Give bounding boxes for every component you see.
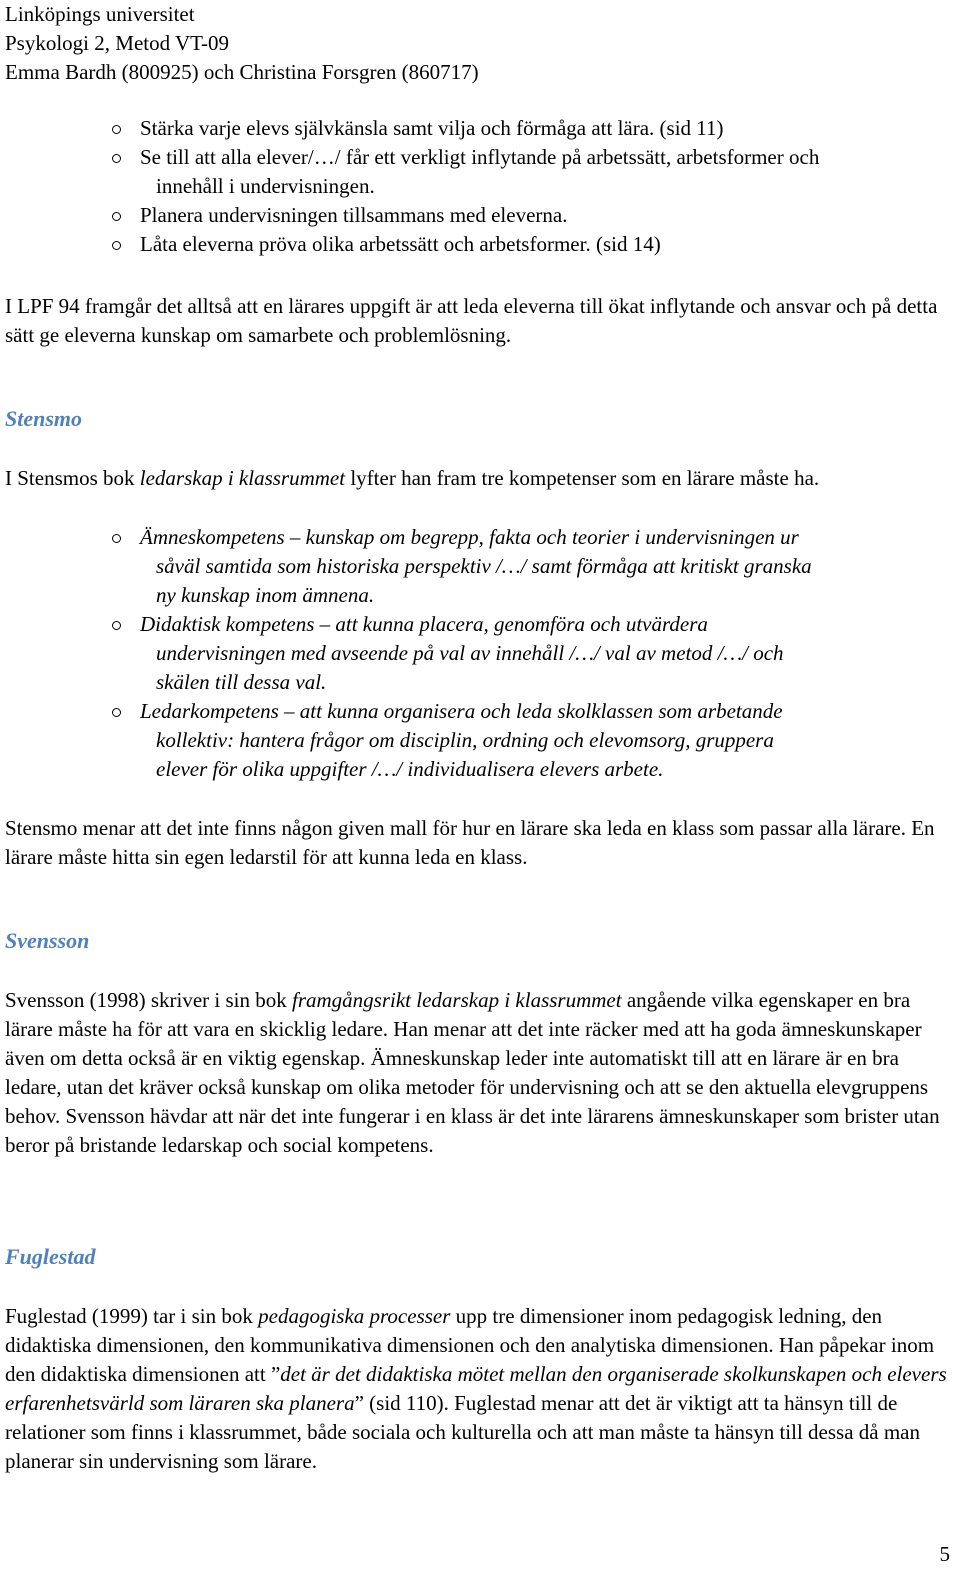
bullet-icon bbox=[112, 212, 121, 221]
bullet-icon bbox=[112, 708, 121, 717]
competence-list bbox=[110, 523, 955, 784]
list-item: Planera undervisningen tillsammans med eleverna. bbox=[110, 201, 955, 230]
bullet-icon bbox=[112, 154, 121, 163]
bullet-icon bbox=[112, 125, 121, 134]
bullet-icon bbox=[112, 534, 121, 543]
page-number: 5 bbox=[939, 1542, 950, 1566]
list-item: Didaktisk kompetens – att kunna placera, genomföra och utvärdera undervisningen med avseende på val av innehåll /…/ val av metod /…/ och skälen till dessa val. bbox=[110, 610, 955, 697]
header-course: Psykologi 2, Metod VT-09 bbox=[5, 31, 230, 55]
document-header bbox=[5, 0, 479, 87]
heading-stensmo: Stensmo bbox=[5, 406, 83, 431]
bullet-icon bbox=[112, 241, 121, 250]
list-item: Stärka varje elevs självkänsla samt vilja och förmåga att lära. (sid 11) bbox=[110, 114, 955, 143]
heading-svensson: Svensson bbox=[5, 928, 90, 953]
paragraph-lpf: I LPF 94 framgår det alltså att en lärares uppgift är att leda eleverna till ökat inflytande och ansvar och på detta sätt ge eleverna kunskap om samarbete och problemlösning. bbox=[5, 294, 938, 347]
header-authors: Emma Bardh (800925) och Christina Forsgren (860717) bbox=[5, 60, 479, 84]
header-university: Linköpings universitet bbox=[5, 2, 195, 26]
list-item: Ledarkompetens – att kunna organisera och leda skolklassen som arbetande kollektiv: hantera frågor om disciplin, ordning och elevomsorg, gruppera elever för olika uppgifter /…/ individualisera elevers arbete. bbox=[110, 697, 955, 784]
heading-fuglestad: Fuglestad bbox=[5, 1244, 96, 1269]
bullet-icon bbox=[112, 621, 121, 630]
paragraph-stensmo-intro: I Stensmos bok ledarskap i klassrummet lyfter han fram tre kompetenser som en lärare måste ha. bbox=[5, 466, 820, 490]
list-item: Låta eleverna pröva olika arbetssätt och arbetsformer. (sid 14) bbox=[110, 230, 955, 259]
paragraph-fuglestad: Fuglestad (1999) tar i sin bok pedagogiska processer upp tre dimensioner inom pedagogisk ledning, den didaktiska dimensionen, den kommunikativa dimensionen och den analytiska dimensionen. Han påpekar inom den didaktiska dimensionen att ”det är det didaktiska mötet mellan den organiserade skolkunskapen och elevers erfarenhetsvärld som läraren ska planera” (sid 110). Fuglestad menar att det är viktigt att ta hänsyn till de relationer som finns i klassrummet, både sociala och kulturella och att man måste ta hänsyn till dessa då man planerar sin undervisning som lärare. bbox=[5, 1304, 947, 1473]
list-item: Ämneskompetens – kunskap om begrepp, fakta och teorier i undervisningen ur såväl samtida som historiska perspektiv /…/ samt förmåga att kritiskt granska ny kunskap inom ämnena. bbox=[110, 523, 955, 610]
goals-list bbox=[110, 114, 955, 259]
list-item: Se till att alla elever/…/ får ett verkligt inflytande på arbetssätt, arbetsformer och innehåll i undervisningen. bbox=[110, 143, 955, 201]
paragraph-stensmo-closing: Stensmo menar att det inte finns någon given mall för hur en lärare ska leda en klass som passar alla lärare. En lärare måste hitta sin egen ledarstil för att kunna leda en klass. bbox=[5, 816, 935, 869]
paragraph-svensson: Svensson (1998) skriver i sin bok framgångsrikt ledarskap i klassrummet angående vilka egenskaper en bra lärare måste ha för att vara en skicklig ledare. Han menar att det inte räcker med att ha goda ämneskunskaper även om detta också är en viktig egenskap. Ämneskunskap leder inte automatiskt till att en lärare är en bra ledare, utan det kräver också kunskap om olika metoder för undervisning och att se den aktuella elevgruppens behov. Svensson hävdar att när det inte fungerar i en klass är det inte lärarens ämneskunskaper som brister utan beror på bristande ledarskap och social kompetens. bbox=[5, 988, 940, 1157]
